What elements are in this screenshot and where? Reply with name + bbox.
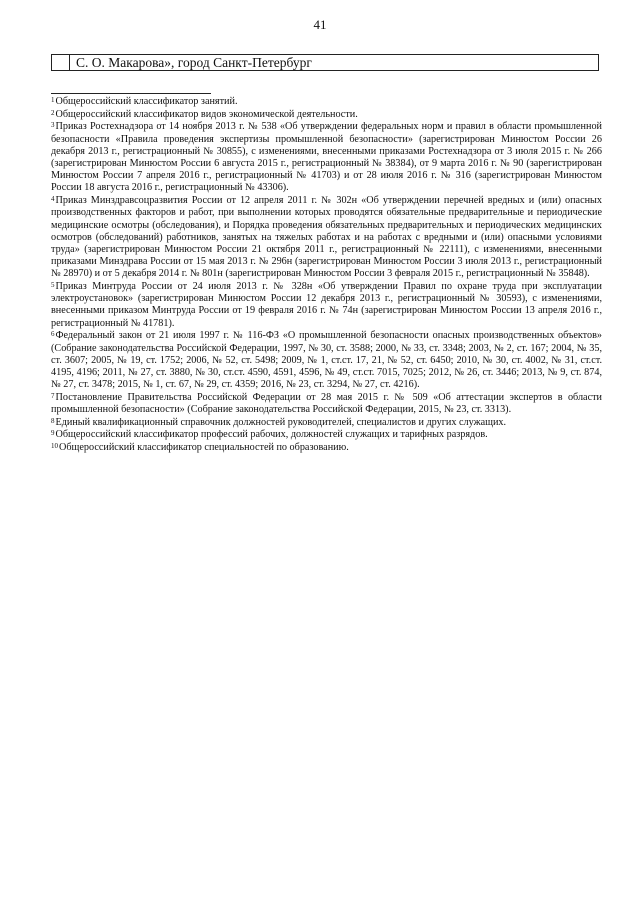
- table-cell-empty: [52, 55, 70, 70]
- footnote-text: Приказ Минтруда России от 24 июля 2013 г. № 328н «Об утверждении Правил по охране труда при эксплуатации электроустановок» (зарегистрирован Минюстом России 12 декабря 2013 г., регистрационный № 30593), с изменениями, внесенными приказом Минтруда России от 19 февраля 2016 г. № 74н (зарегистрирован Минюстом России 13 апреля 2016 г., регистрационный № 41781).: [51, 281, 602, 329]
- footnote-number: 3: [51, 121, 55, 130]
- footnote-number: 4: [51, 195, 55, 204]
- footnote-text: Общероссийский классификатор профессий рабочих, должностей служащих и тарифных разрядов.: [55, 429, 488, 441]
- page-number: 41: [313, 17, 327, 32]
- footnote: [51, 195, 602, 280]
- footnote-number: 2: [51, 108, 55, 117]
- footnote-text: Постановление Правительства Российской Федерации от 28 мая 2015 г. № 509 «Об аттестации экспертов в области промышленной безопасности» (Собрание законодательства Российской Федерации, 2015, № 23, ст. 3313).: [51, 391, 602, 416]
- footnote-text: Федеральный закон от 21 июля 1997 г. № 116-ФЗ «О промышленной безопасности опасных производственных объектов» (Собрание законодательства Российской Федерации, 1997, № 30, ст. 3588; 2000, № 33, ст. 3348; 2003, № 2, ст. 167; 2004, № 35, ст. 3607; 2005, № 19, ст. 1752; 2006, № 52, ст. 5498; 2009, № 1, ст.ст. 17, 21, № 52, ст. 6450; 2010, № 30, ст. 4002, № 31, ст.ст. 4195, 4196; 2011, № 27, ст. 3880, № 30, ст.ст. 4590, 4591, 4596, № 49, ст.ст. 7015, 7025; 2012, № 26, ст. 3446; 2013, № 9, ст. 874, № 27, ст. 3478; 2015, № 1, ст. 67, № 29, ст. 4359; 2016, № 23, ст. 3294, № 27, ст. 4216).: [51, 330, 602, 391]
- table-cell-text: С. О. Макарова», город Санкт-Петербург: [76, 55, 312, 70]
- footnote: [51, 392, 602, 416]
- footnote-number: 10: [51, 442, 58, 451]
- footnote: [51, 417, 602, 429]
- footnote: [51, 121, 602, 194]
- table-row-signature: [51, 54, 599, 71]
- footnote-text: Единый квалификационный справочник должностей руководителей, специалистов и других служащих.: [55, 416, 507, 428]
- footnote: [51, 442, 602, 454]
- footnote-number: 5: [51, 281, 55, 290]
- footnote: [51, 330, 602, 391]
- footnote: [51, 96, 602, 108]
- footnote-text: Общероссийский классификатор занятий.: [55, 96, 238, 107]
- footnote-text: Приказ Ростехнадзора от 14 ноября 2013 г. № 538 «Об утверждении федеральных норм и правил в области промышленной безопасности «Правила проведения экспертизы промышленной безопасности» (зарегистрирован Минюстом России 26 декабря 2013 г., регистрационный № 30855), с изменениями, внесенными приказами Ростехнадзора от 3 июля 2015 г. № 266 (зарегистрирован Минюстом России 6 августа 2015 г., регистрационный № 38384), от 9 марта 2016 г. № 90 (зарегистрирован Минюстом России 7 апреля 2016 г., регистрационный № 41703) и от 28 июля 2016 г. № 316 (зарегистрирован Минюстом России 18 августа 2016 г., регистрационный № 43306).: [51, 121, 602, 194]
- footnote-number: 6: [51, 330, 55, 339]
- footnote: [51, 281, 602, 330]
- footnote: [51, 429, 602, 441]
- footnote-number: 9: [51, 429, 55, 438]
- footnote-separator: [51, 93, 211, 94]
- footnotes-list: [51, 96, 602, 454]
- footnote-number: 1: [51, 96, 55, 104]
- footnote-number: 8: [51, 416, 55, 425]
- footnote-text: Общероссийский классификатор видов экономической деятельности.: [55, 108, 358, 120]
- footnote: [51, 109, 602, 121]
- footnote-text: Общероссийский классификатор специальностей по образованию.: [59, 442, 349, 454]
- footnote-text: Приказ Минздравсоцразвития России от 12 апреля 2011 г. № 302н «Об утверждении перечней вредных и (или) опасных производственных факторов и работ, при выполнении которых проводятся обязательные предварительные и периодические медицинские осмотры (обследования), и Порядка проведения обязательных предварительных и периодических медицинских осмотров (обследований) работников, занятых на тяжелых работах и на работах с вредными и (или) опасными условиями труда» (зарегистрирован Минюстом России 21 октября 2011 г., регистрационный № 22111), с изменениями, внесенными приказами Минздрава России от 15 мая 2013 г. № 296н (зарегистрирован Минюстом России 3 июля 2013 г., регистрационный № 28970) и от 5 декабря 2014 г. № 801н (зарегистрирован Минюстом России 3 февраля 2015 г., регистрационный № 35848).: [51, 195, 602, 280]
- footnote-number: 7: [51, 391, 55, 400]
